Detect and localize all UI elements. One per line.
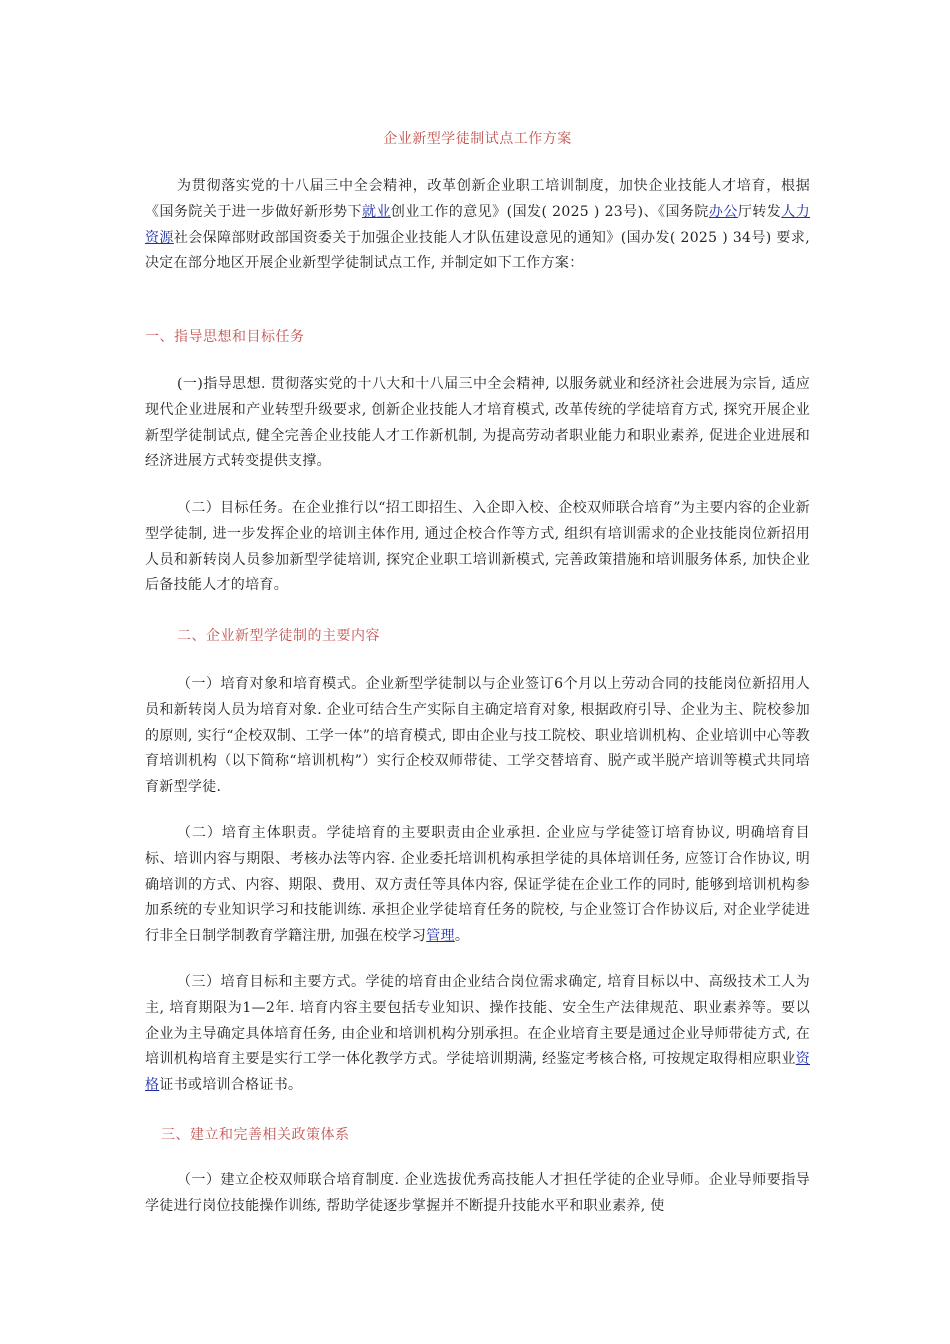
section2-heading: 二、企业新型学徒制的主要内容 — [177, 628, 380, 644]
link-guanli[interactable]: 管理 — [426, 928, 455, 945]
section2-paragraph-1: （一）培育对象和培育模式。企业新型学徒制以与企业签订6个月以上劳动合同的技能岗位新招用人员和新转岗人员为培育对象. 企业可结合生产实际自主确定培育对象, 根据政府引导、企业为主、院校参加的原则, 实行“企校双制、工学一体”的培育模式, 即由企业与技工院校、职业培训机构、企业培训中心等教育培训机构（以下简称“培训机构”）实行企校双师带徒、工学交替培育、脱产或半脱产培训等模式共同培育新型学徒. — [145, 676, 810, 796]
link-bangong[interactable]: 办公 — [708, 203, 738, 220]
section1-paragraph-1: (一)指导思想. 贯彻落实党的十八大和十八届三中全会精神, 以服务就业和经济社会进展为宗旨, 适应现代企业进展和产业转型升级要求, 创新企业技能人才培育模式, 改革传统的学徒培育方式, 探究开展企业新型学徒制试点, 健全完善企业技能人才工作新机制, 为提高劳动者职业能力和职业素养, 促进企业进展和经济进展方式转变提供支撑。 — [145, 376, 810, 470]
section3-heading: 三、建立和完善相关政策体系 — [161, 1127, 350, 1143]
link-jiuye[interactable]: 就业 — [361, 203, 391, 220]
section2-paragraph-2: （二）培育主体职责。学徒培育的主要职责由企业承担. 企业应与学徒签订培育协议, 明确培育目标、培训内容与期限、考核办法等内容. 企业委托培训机构承担学徒的具体培训任务, 应签订合作协议, 明确培训的方式、内容、期限、费用、双方责任等具体内容, 保证学徒在企业工作的同时, 能够到培训机构参加系统的专业知识学习和技能训练. 承担企业学徒培育任务的院校, 与企业签订合作协议后, 对企业学徒进行非全日制学制教育学籍注册, 加强在校学习管理。 — [145, 825, 810, 945]
section3-paragraph-1: （一）建立企校双师联合培育制度. 企业选拔优秀高技能人才担任学徒的企业导师。企业导师要指导学徒进行岗位技能操作训练, 帮助学徒逐步掌握并不断提升技能水平和职业素养, 使 — [145, 1172, 810, 1214]
section1-heading: 一、指导思想和目标任务 — [145, 329, 305, 345]
section2-paragraph-3: （三）培育目标和主要方式。学徒的培育由企业结合岗位需求确定, 培育目标以中、高级技术工人为主, 培育期限为1—2年. 培育内容主要包括专业知识、操作技能、安全生产法律规范、职业素养等。要以企业为主导确定具体培育任务, 由企业和培训机构分别承担。在企业培育主要是通过企业导师带徒方式, 在培训机构培育主要是实行工学一体化教学方式。学徒培训期满, 经鉴定考核合格, 可按规定取得相应职业资格证书或培训合格证书。 — [145, 974, 810, 1094]
intro-paragraph: 为贯彻落实党的十八届三中全会精神，改革创新企业职工培训制度，加快企业技能人才培育，根据《国务院关于进一步做好新形势下就业创业工作的意见》(国发( 2025 ) 23号)、《国务院办公厅转发人力资源社会保障部财政部国资委关于加强企业技能人才队伍建设意见的通知》(国办发( 2025 ) 34号) 要求, 决定在部分地区开展企业新型学徒制试点工作, 并制定如下工作方案： — [145, 178, 810, 272]
document-title: 企业新型学徒制试点工作方案 — [383, 131, 572, 147]
link-renliziyuan[interactable]: 人力资源 — [145, 203, 810, 246]
section1-paragraph-2: （二）目标任务。在企业推行以“招工即招生、入企即入校、企校双师联合培育”为主要内容的企业新型学徒制, 进一步发挥企业的培训主体作用, 通过企校合作等方式, 组织有培训需求的企业技能岗位新招用人员和新转岗人员参加新型学徒培训, 探究企业职工培训新模式, 完善政策措施和培训服务体系, 加快企业后备技能人才的培育。 — [145, 500, 810, 594]
link-zige[interactable]: 资格 — [145, 1051, 810, 1094]
